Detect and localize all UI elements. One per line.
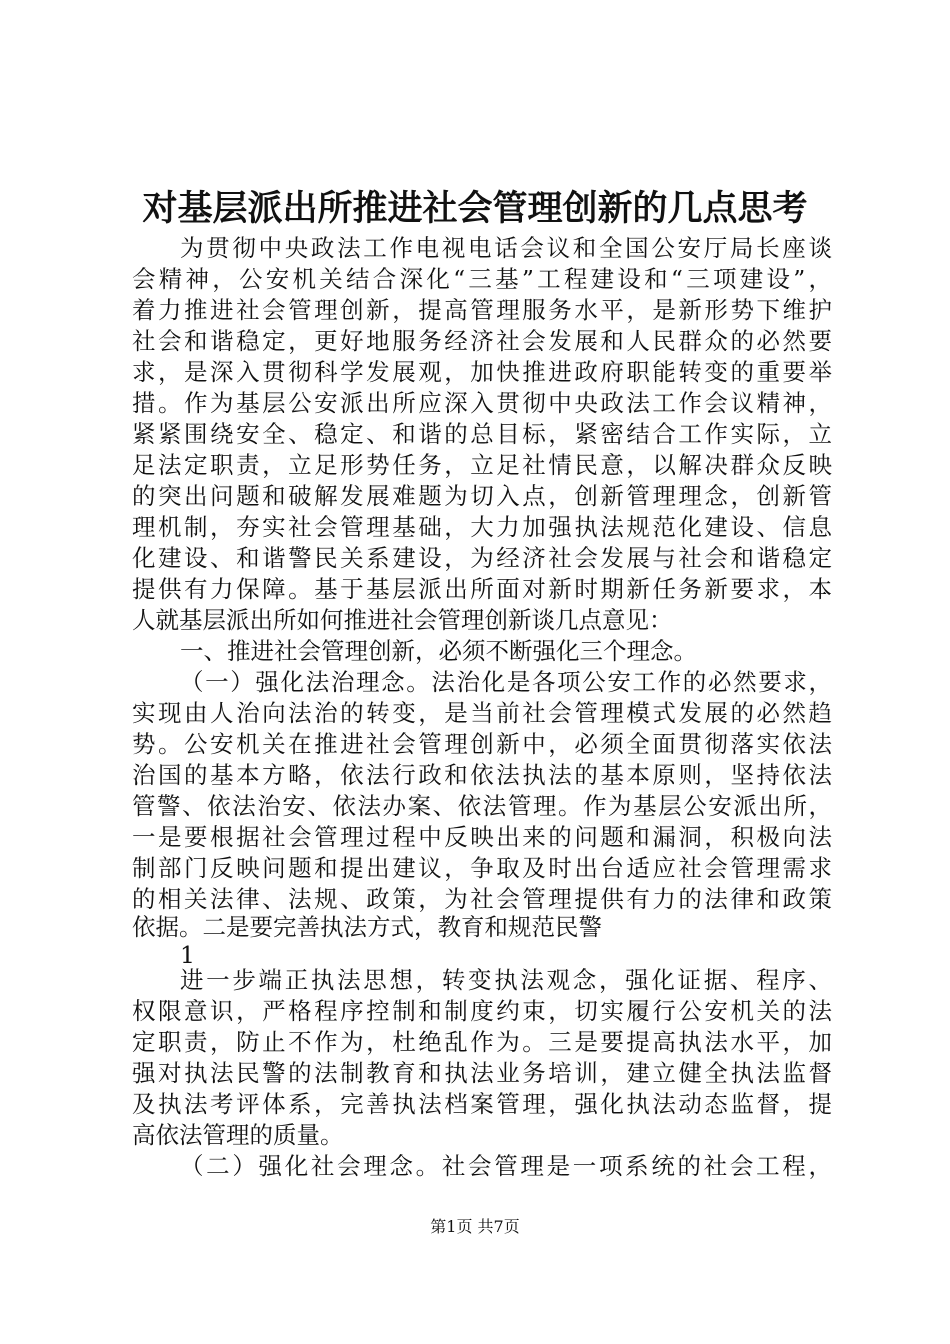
- paragraph-line: 实现由人治向法治的转变，是当前社会管理模式发展的必然趋: [132, 699, 832, 727]
- paragraph-line: 势。公安机关在推进社会管理创新中，必须全面贯彻落实依法: [132, 730, 832, 758]
- paragraph-line: 社会和谐稳定，更好地服务经济社会发展和人民群众的必然要: [132, 327, 832, 355]
- paragraph-line: 化建设、和谐警民关系建设，为经济社会发展与社会和谐稳定: [132, 544, 832, 572]
- paragraph-line: 管警、依法治安、依法办案、依法管理。作为基层公安派出所，: [132, 792, 832, 820]
- paragraph-line: 的突出问题和破解发展难题为切入点，创新管理理念，创新管: [132, 482, 832, 510]
- paragraph-line: 理机制，夯实社会管理基础，大力加强执法规范化建设、信息: [132, 513, 832, 541]
- paragraph-line: 紧紧围绕安全、稳定、和谐的总目标，紧密结合工作实际，立: [132, 420, 832, 448]
- paragraph-line: 着力推进社会管理创新，提高管理服务水平，是新形势下维护: [132, 296, 832, 324]
- document-title: 对基层派出所推进社会管理创新的几点思考: [142, 188, 808, 229]
- paragraph-line: 求，是深入贯彻科学发展观，加快推进政府职能转变的重要举: [132, 358, 832, 386]
- paragraph-line: 权限意识，严格程序控制和制度约束，切实履行公安机关的法: [132, 997, 832, 1025]
- paragraph-line: 治国的基本方略，依法行政和依法执法的基本原则，坚持依法: [132, 761, 832, 789]
- paragraph-line: 一是要根据社会管理过程中反映出来的问题和漏洞，积极向法: [132, 823, 832, 851]
- paragraph-line: 提供有力保障。基于基层派出所面对新时期新任务新要求，本: [132, 575, 832, 603]
- paragraph-line: 人就基层派出所如何推进社会管理创新谈几点意见：: [132, 606, 673, 634]
- subsection-heading-line: （二）强化社会理念。社会管理是一项系统的社会工程，: [180, 1152, 832, 1180]
- paragraph-line: 的相关法律、法规、政策，为社会管理提供有力的法律和政策: [132, 885, 832, 913]
- page-footer: 第1页 共7页: [430, 1217, 520, 1236]
- paragraph-line: 措。作为基层公安派出所应深入贯彻中央政法工作会议精神，: [132, 389, 832, 417]
- paragraph-line: 为贯彻中央政法工作电视电话会议和全国公安厅局长座谈: [180, 234, 832, 262]
- inline-page-marker: 1: [180, 941, 195, 969]
- section-heading: 一、推进社会管理创新，必须不断强化三个理念。: [180, 637, 697, 665]
- paragraph-line: 制部门反映问题和提出建议，争取及时出台适应社会管理需求: [132, 854, 832, 882]
- paragraph-line: 及执法考评体系，完善执法档案管理，强化执法动态监督，提: [132, 1090, 832, 1118]
- paragraph-line: 足法定职责，立足形势任务，立足社情民意，以解决群众反映: [132, 451, 832, 479]
- paragraph-line: 强对执法民警的法制教育和执法业务培训，建立健全执法监督: [132, 1059, 832, 1087]
- paragraph-line: 会精神，公安机关结合深化“三基”工程建设和“三项建设”，: [132, 265, 832, 293]
- paragraph-line: 高依法管理的质量。: [132, 1121, 344, 1149]
- subsection-heading-line: （一）强化法治理念。法治化是各项公安工作的必然要求，: [180, 668, 832, 696]
- paragraph-line: 依据。二是要完善执法方式，教育和规范民警: [132, 913, 602, 941]
- paragraph-line: 定职责，防止不作为，杜绝乱作为。三是要提高执法水平，加: [132, 1028, 832, 1056]
- paragraph-line: 进一步端正执法思想，转变执法观念，强化证据、程序、: [180, 966, 832, 994]
